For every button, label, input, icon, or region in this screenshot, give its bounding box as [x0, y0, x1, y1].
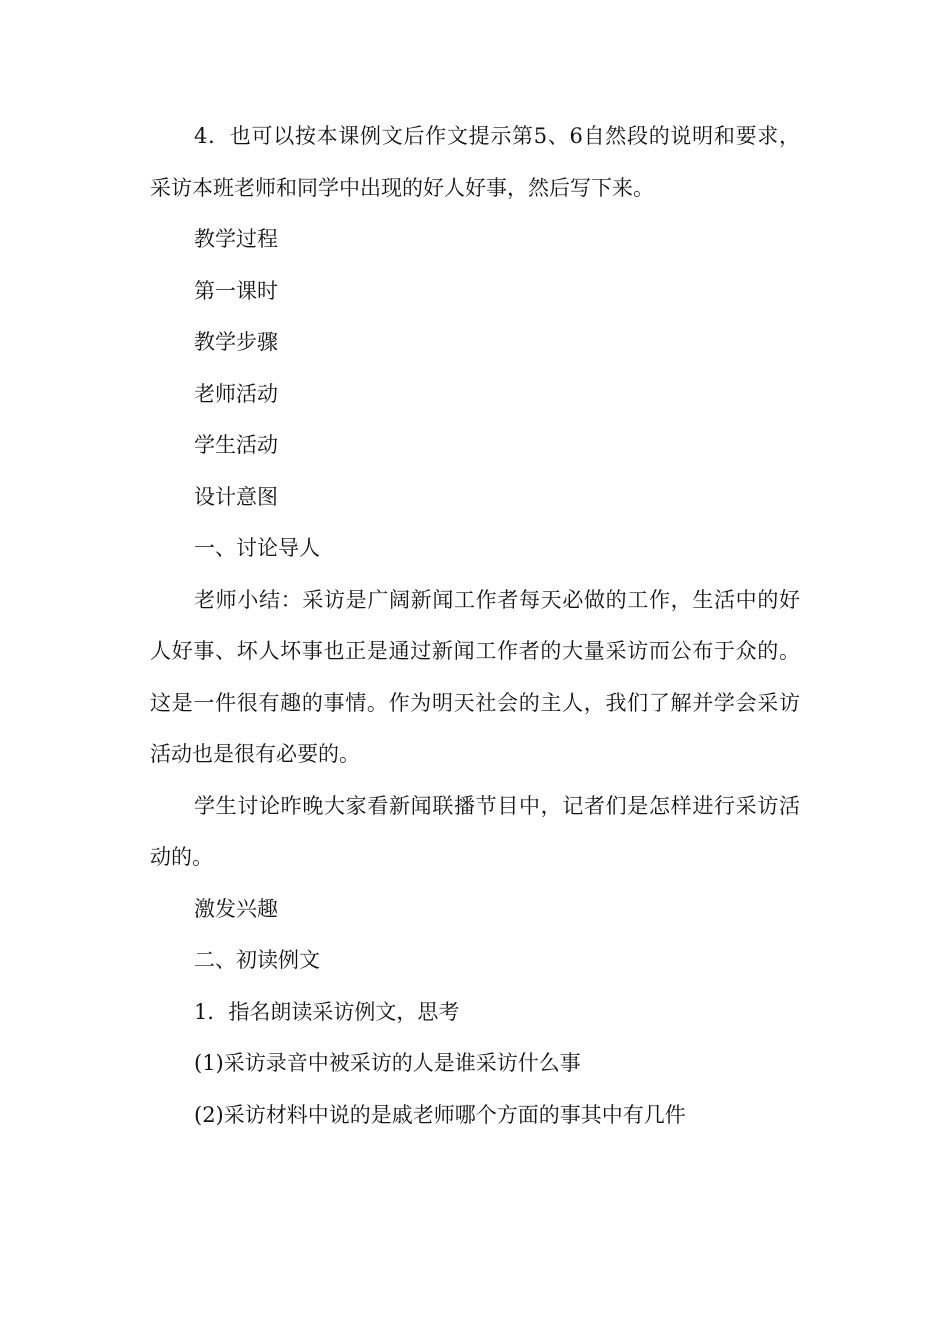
list-item-read-aloud: 1．指名朗读采访例文，思考 [194, 999, 460, 1024]
paragraph-spark-interest: 激发兴趣 [194, 896, 278, 921]
document-body [150, 111, 800, 1141]
paragraph-student-discussion: 学生讨论昨晚大家看新闻联播节目中，记者们是怎样进行采访活动的。 [150, 793, 800, 869]
heading-teaching-steps: 教学步骤 [194, 330, 278, 354]
section-discussion-intro: 一、讨论导人 [194, 536, 320, 560]
heading-student-activity: 学生活动 [194, 433, 278, 457]
heading-teaching-process: 教学过程 [194, 227, 278, 251]
paragraph-interview-task: 4．也可以按本课例文后作文提示第5、6自然段的说明和要求，采访本班老师和同学中出现的好人好事，然后写下来。 [150, 124, 800, 200]
list-item-question-2: (2)采访材料中说的是戚老师哪个方面的事其中有几件 [194, 1102, 686, 1127]
heading-teacher-activity: 老师活动 [194, 381, 278, 406]
list-item-question-1: (1)采访录音中被采访的人是谁采访什么事 [194, 1051, 581, 1075]
paragraph-teacher-summary: 老师小结：采访是广阔新闻工作者每天必做的工作，生活中的好人好事、坏人坏事也正是通过新闻工作者的大量采访而公布于众的。这是一件很有趣的事情。作为明天社会的主人，我们了解并学会采访活动也是很有必要的。 [150, 587, 800, 766]
heading-design-intent: 设计意图 [194, 484, 278, 509]
section-first-reading: 二、初读例文 [194, 948, 320, 972]
heading-first-lesson: 第一课时 [194, 278, 278, 303]
